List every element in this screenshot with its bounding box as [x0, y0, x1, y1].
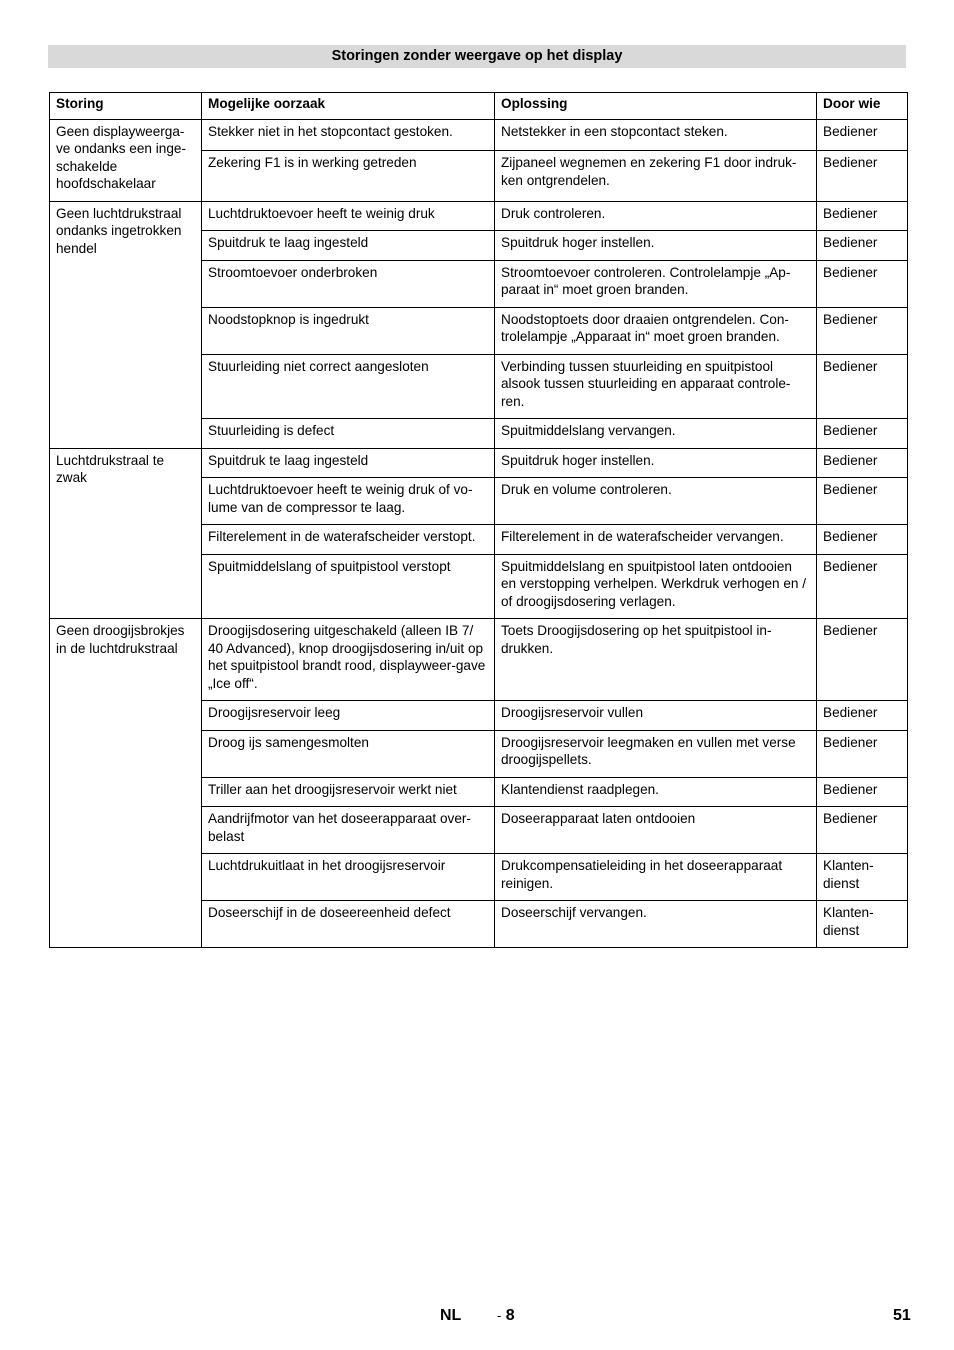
- cell-oplossing: Spuitmiddelslang vervangen.: [495, 419, 817, 449]
- cell-door-wie: Bediener: [817, 201, 908, 231]
- footer-section-page-number: 8: [505, 1307, 515, 1324]
- section-title: Storingen zonder weergave op het display: [48, 45, 906, 68]
- cell-oorzaak: Triller aan het droogijsreservoir werkt niet: [202, 777, 495, 807]
- fault-table-body: [50, 119, 908, 948]
- cell-oorzaak: Doseerschijf in de doseereenheid defect: [202, 901, 495, 948]
- column-header-oorzaak: Mogelijke oorzaak: [202, 93, 495, 120]
- cell-door-wie: Bediener: [817, 419, 908, 449]
- cell-oorzaak: Luchtdruktoevoer heeft te weinig druk of vo-lume van de compressor te laag.: [202, 478, 495, 525]
- fault-table: [49, 92, 908, 948]
- cell-oorzaak: Spuitdruk te laag ingesteld: [202, 231, 495, 261]
- cell-oorzaak: Spuitmiddelslang of spuitpistool verstopt: [202, 554, 495, 619]
- cell-door-wie: Bediener: [817, 231, 908, 261]
- footer-section-page: [497, 1306, 515, 1326]
- column-header-door-wie: Door wie: [817, 93, 908, 120]
- table-header-row: [50, 93, 908, 120]
- cell-oplossing: Droogijsreservoir leegmaken en vullen met verse droogijspellets.: [495, 730, 817, 777]
- cell-door-wie: Bediener: [817, 777, 908, 807]
- cell-oorzaak: Luchtdruktoevoer heeft te weinig druk: [202, 201, 495, 231]
- cell-oorzaak: Stuurleiding is defect: [202, 419, 495, 449]
- cell-door-wie: Bediener: [817, 554, 908, 619]
- cell-storing: Geen displayweerga-ve ondanks een inge-schakelde hoofdschakelaar: [50, 119, 202, 201]
- cell-oplossing: Filterelement in de waterafscheider vervangen.: [495, 525, 817, 555]
- cell-oplossing: Spuitmiddelslang en spuitpistool laten ontdooien en verstopping verhelpen. Werkdruk verhogen en / of droogijsdosering verlagen.: [495, 554, 817, 619]
- cell-door-wie: Bediener: [817, 478, 908, 525]
- cell-door-wie: Bediener: [817, 525, 908, 555]
- cell-oorzaak: Stuurleiding niet correct aangesloten: [202, 354, 495, 419]
- cell-oplossing: Druk controleren.: [495, 201, 817, 231]
- table-row: [50, 619, 908, 701]
- cell-oplossing: Klantendienst raadplegen.: [495, 777, 817, 807]
- cell-oplossing: Toets Droogijsdosering op het spuitpistool in-drukken.: [495, 619, 817, 701]
- footer-dash: -: [497, 1308, 502, 1323]
- cell-oplossing: Zijpaneel wegnemen en zekering F1 door indruk-ken ontgrendelen.: [495, 151, 817, 201]
- cell-door-wie: Bediener: [817, 619, 908, 701]
- cell-oorzaak: Droogijsdosering uitgeschakeld (alleen IB 7/ 40 Advanced), knop droogijsdosering in/uit op het spuitpistool brandt rood, displayweer-gave „Ice off“.: [202, 619, 495, 701]
- cell-oplossing: Doseerschijf vervangen.: [495, 901, 817, 948]
- cell-door-wie: Bediener: [817, 260, 908, 307]
- column-header-oplossing: Oplossing: [495, 93, 817, 120]
- cell-door-wie: Klanten-dienst: [817, 901, 908, 948]
- cell-door-wie: Bediener: [817, 730, 908, 777]
- cell-oorzaak: Luchtdrukuitlaat in het droogijsreservoir: [202, 854, 495, 901]
- cell-oorzaak: Stekker niet in het stopcontact gestoken.: [202, 119, 495, 151]
- cell-oorzaak: Spuitdruk te laag ingesteld: [202, 448, 495, 478]
- cell-oplossing: Drukcompensatieleiding in het doseerapparaat reinigen.: [495, 854, 817, 901]
- cell-oorzaak: Stroomtoevoer onderbroken: [202, 260, 495, 307]
- cell-oorzaak: Filterelement in de waterafscheider verstopt.: [202, 525, 495, 555]
- cell-storing: Geen luchtdrukstraal ondanks ingetrokken hendel: [50, 201, 202, 448]
- cell-door-wie: Bediener: [817, 448, 908, 478]
- cell-oplossing: Stroomtoevoer controleren. Controlelampje „Ap-paraat in“ moet groen branden.: [495, 260, 817, 307]
- cell-oplossing: Spuitdruk hoger instellen.: [495, 448, 817, 478]
- cell-door-wie: Bediener: [817, 701, 908, 731]
- cell-storing: Geen droogijsbrokjes in de luchtdrukstraal: [50, 619, 202, 948]
- cell-oplossing: Doseerapparaat laten ontdooien: [495, 807, 817, 854]
- cell-door-wie: Bediener: [817, 354, 908, 419]
- cell-storing: Luchtdrukstraal te zwak: [50, 448, 202, 619]
- cell-oplossing: Noodstoptoets door draaien ontgrendelen. Con-trolelampje „Apparaat in“ moet groen branden.: [495, 307, 817, 354]
- footer-page-number: 51: [893, 1307, 911, 1324]
- table-row: [50, 448, 908, 478]
- cell-oorzaak: Noodstopknop is ingedrukt: [202, 307, 495, 354]
- cell-oplossing: Druk en volume controleren.: [495, 478, 817, 525]
- table-row: [50, 119, 908, 151]
- table-row: [50, 201, 908, 231]
- cell-oplossing: Verbinding tussen stuurleiding en spuitpistool alsook tussen stuurleiding en apparaat controle-ren.: [495, 354, 817, 419]
- cell-oorzaak: Droog ijs samengesmolten: [202, 730, 495, 777]
- column-header-storing: Storing: [50, 93, 202, 120]
- cell-oorzaak: Droogijsreservoir leeg: [202, 701, 495, 731]
- footer-language: NL: [440, 1307, 462, 1324]
- cell-oplossing: Droogijsreservoir vullen: [495, 701, 817, 731]
- cell-oorzaak: Aandrijfmotor van het doseerapparaat over-belast: [202, 807, 495, 854]
- cell-oplossing: Netstekker in een stopcontact steken.: [495, 119, 817, 151]
- cell-door-wie: Bediener: [817, 119, 908, 151]
- cell-oplossing: Spuitdruk hoger instellen.: [495, 231, 817, 261]
- cell-door-wie: Bediener: [817, 307, 908, 354]
- cell-door-wie: Klanten-dienst: [817, 854, 908, 901]
- cell-door-wie: Bediener: [817, 807, 908, 854]
- cell-oorzaak: Zekering F1 is in werking getreden: [202, 151, 495, 201]
- cell-door-wie: Bediener: [817, 151, 908, 201]
